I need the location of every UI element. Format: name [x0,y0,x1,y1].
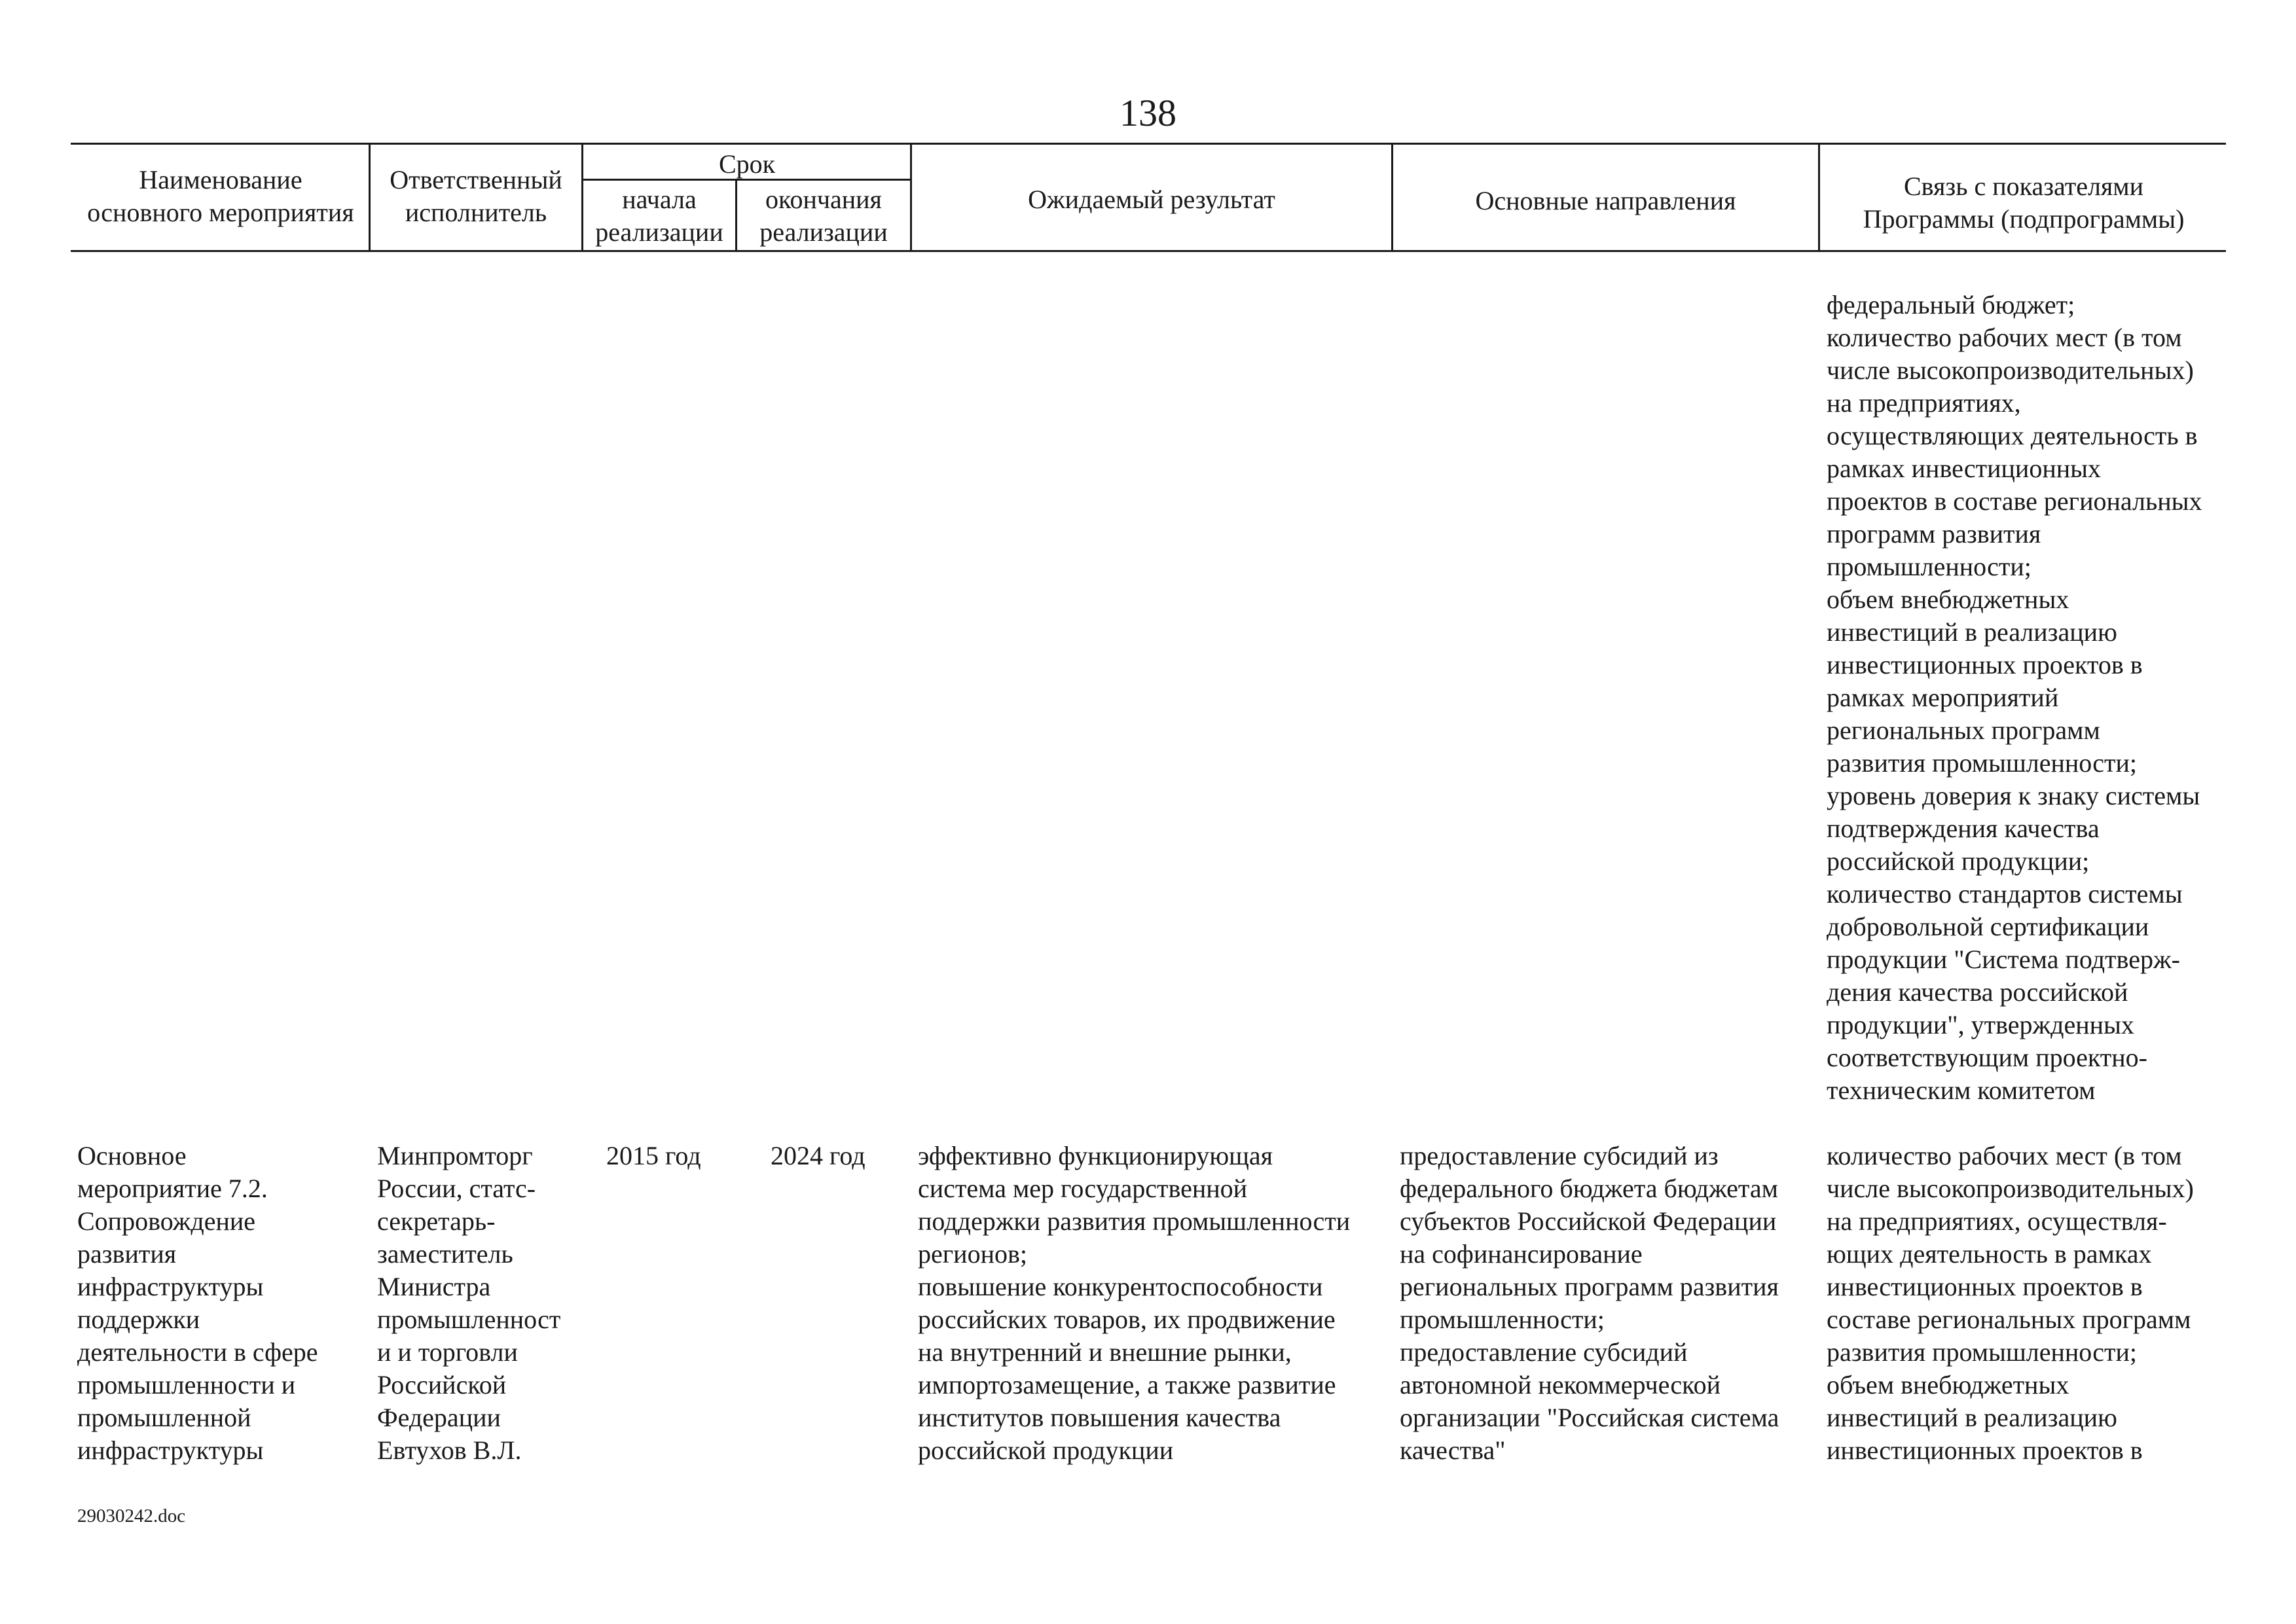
header-end: окончания реализации [759,185,888,247]
row-executor: Минпромторг России, статс- секретарь- заместитель Министра промышленност и и торговли Российской Федерации Евтухов В.Л. [377,1141,561,1465]
header-indicators: Связь с показателями Программы (подпрограммы) [1863,171,2185,234]
col-divider-5 [1391,143,1393,251]
header-executor: Ответственный исполнитель [390,165,562,227]
header-directions: Основные направления [1475,186,1736,215]
continuation-indicators: федеральный бюджет; количество рабочих мест (в том числе высокопроизводительных) на предприятиях, осуществляющих деятельность в рамках инвестиционных проектов в составе региональных программ развития промышленности; объем внебюджетных инвестиций в реализацию инвестиционных проектов в рамках мероприятий региональных программ развития промышленности; уровень доверия к знаку системы подтверждения качества российской продукции; количество стандартов системы добровольной сертификации продукции "Система подтверж- дения качества российской продукции", утвержденных соответствующим проектно- техническим комитетом [1827,290,2202,1105]
header-bottom-rule [71,250,2226,252]
header-srok: Срок [718,149,776,179]
header-name: Наименование основного мероприятия [87,165,354,227]
col-divider-6 [1818,143,1820,251]
col-divider-1 [369,143,371,251]
footer-doc-id: 29030242.doc [77,1506,186,1526]
row-name: Основное мероприятие 7.2. Сопровождение развития инфраструктуры поддержки деятельности в сфере промышленности и промышленной инфраструктуры [77,1141,318,1465]
row-directions: предоставление субсидий из федерального бюджета бюджетам субъектов Российской Федерации на софинансирование региональных программ развития промышленности; предоставление субсидий автономной некоммерческой организации "Российская система качества" [1400,1141,1779,1465]
header-start: начала реализации [595,185,723,247]
page-number: 138 [1120,92,1176,134]
row-indicators: количество рабочих мест (в том числе высокопроизводительных) на предприятиях, осуществля- ющих деятельность в рамках инвестиционных проектов в составе региональных программ развития промышленности; объем внебюджетных инвестиций в реализацию инвестиционных проектов в [1827,1141,2194,1465]
row-result: эффективно функционирующая система мер государственной поддержки развития промышленности регионов; повышение конкурентоспособности российских товаров, их продвижение на внутренний и внешние рынки, импортозамещение, а также развитие институтов повышения качества российской продукции [918,1141,1351,1465]
row-end: 2024 год [771,1141,866,1170]
row-start: 2015 год [606,1141,701,1170]
header-top-rule [71,143,2226,145]
col-divider-3 [735,180,737,251]
col-divider-4 [910,143,912,251]
header-result: Ожидаемый результат [1028,185,1275,214]
col-divider-2 [581,143,583,251]
